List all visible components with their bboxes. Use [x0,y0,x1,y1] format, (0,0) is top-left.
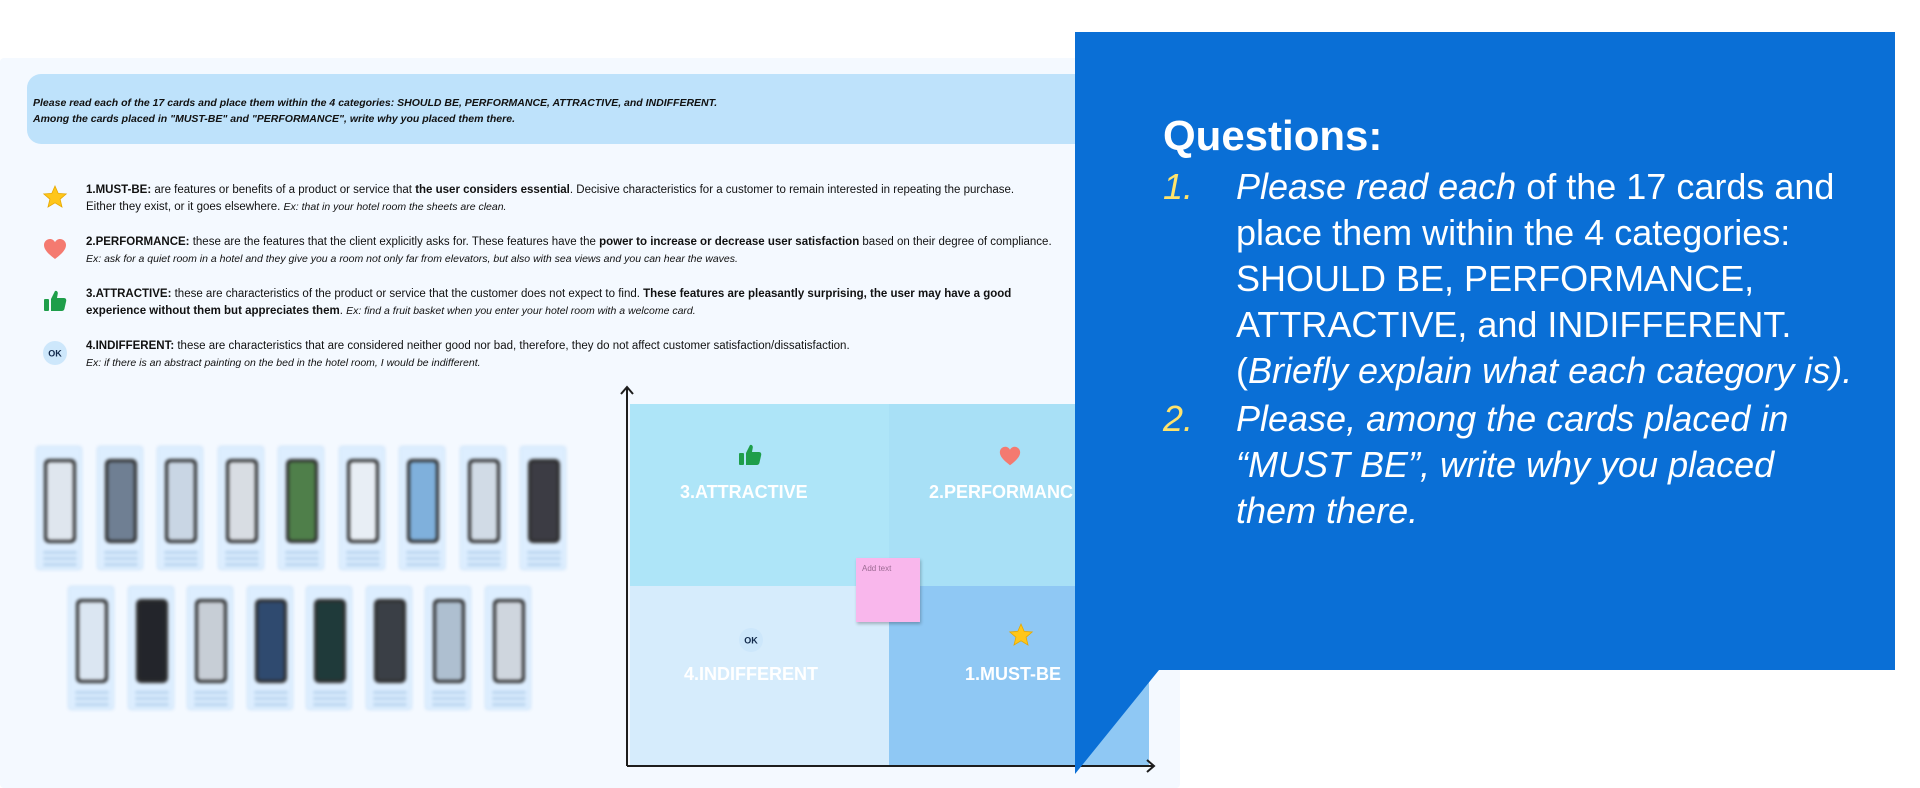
question-number: 2. [1163,398,1194,439]
card-caption [467,557,501,560]
card-caption [75,703,109,706]
definition-line [86,182,1106,199]
quadrant-label-indifferent: 4.INDIFFERENT [684,664,819,684]
card-caption [373,691,407,694]
card-caption [254,697,288,700]
definition-indifferent [42,338,1082,378]
card-phone-image [493,599,525,683]
card-caption [406,557,440,560]
card-caption [194,703,228,706]
definition-line [86,355,1106,372]
quadrant-label-attractive: 3.ATTRACTIVE [680,482,808,502]
card-phone-image [195,599,227,683]
question-text: of the 17 cards and place them within the 4 categories: SHOULD BE, PERFORMANCE, ATTRACTIVE, and INDIFFERENT. ( [1236,166,1835,391]
card-phone-screen [496,602,522,680]
card-caption [135,691,169,694]
kano-card[interactable] [460,446,506,570]
card-phone-screen [289,462,315,540]
card-caption [346,563,380,566]
question-text: Please, among the cards placed in “MUST BE”, write why you placed them there. [1236,398,1789,531]
heart-icon [42,236,68,262]
card-phone-screen [229,462,255,540]
card-caption [75,697,109,700]
card-caption [313,703,347,706]
card-phone-screen [471,462,497,540]
question-item-2 [1163,396,1863,534]
card-phone-image [286,459,318,543]
card-caption [285,563,319,566]
card-phone-screen [139,602,165,680]
kano-card[interactable] [339,446,385,570]
definition-emphasis: power to increase or decrease user satisfaction [599,236,860,248]
card-caption [254,691,288,694]
card-caption [194,697,228,700]
ok-icon-text: OK [48,348,62,359]
definition-body: these are characteristics that are considered neither good nor bad, therefore, they do not affect customer satisfaction/dissatisfaction. [174,340,850,352]
kano-card[interactable] [366,586,412,710]
questions-title: Questions: [1163,112,1383,159]
question-number: 1. [1163,166,1194,207]
definition-line [86,199,1106,216]
definition-text [86,338,1106,372]
definition-body: . Decisive characteristics for a customer to remain interested in repeating the purchase. [569,184,1015,196]
definition-title: 1.MUST-BE: [86,184,152,196]
kano-card[interactable] [128,586,174,710]
kano-card[interactable] [399,446,445,570]
definition-emphasis: the user considers essential [415,184,570,196]
card-caption [432,703,466,706]
question-italic-lead: Please read each [1236,166,1517,207]
card-caption [467,563,501,566]
kano-card[interactable] [187,586,233,710]
kano-card[interactable] [97,446,143,570]
card-caption [492,691,526,694]
card-caption [527,557,561,560]
definition-title: 4.INDIFFERENT: [86,340,175,352]
kano-card[interactable] [306,586,352,710]
card-caption [43,563,77,566]
card-phone-image [165,459,197,543]
card-caption [432,697,466,700]
card-phone-screen [377,602,403,680]
card-phone-image [347,459,379,543]
definition-example: Ex: find a fruit basket when you enter your hotel room with a welcome card. [346,305,696,317]
card-caption [285,557,319,560]
card-caption [467,551,501,554]
card-caption [285,551,319,554]
questions-content [1163,112,1863,536]
question-item-1 [1163,164,1863,394]
card-phone-screen [350,462,376,540]
quadrant-label-performance: 2.PERFORMANC [929,482,1074,502]
kano-card[interactable] [157,446,203,570]
kano-card[interactable] [68,586,114,710]
kano-card[interactable] [247,586,293,710]
kano-card[interactable] [218,446,264,570]
card-caption [104,551,138,554]
card-caption [527,551,561,554]
definition-example: Ex: that in your hotel room the sheets are clean. [283,201,507,213]
definition-emphasis: experience without them but appreciates them [86,305,340,317]
card-caption [406,563,440,566]
card-caption [492,703,526,706]
instructions-line-1: Please read each of the 17 cards and place them within the 4 categories: SHOULD BE, PERFORMANCE, ATTRACTIVE, and INDIFFERENT. [33,97,718,109]
card-phone-screen [317,602,343,680]
definition-body: are features or benefits of a product or service that [151,184,416,196]
card-caption [313,697,347,700]
definition-text [86,182,1106,216]
definition-emphasis: These features are pleasantly surprising, the user may have a good [643,288,1012,300]
definition-must-be [42,182,1082,222]
definition-body: . [339,305,347,317]
card-phone-screen [168,462,194,540]
definition-body: these are the features that the client explicitly asks for. These features have the [189,236,600,248]
ok-icon [42,340,68,366]
definition-body: based on their degree of compliance. [859,236,1052,248]
definition-line [86,286,1106,303]
card-phone-image [374,599,406,683]
card-phone-image [255,599,287,683]
definition-line [86,303,1106,320]
card-phone-image [468,459,500,543]
sticky-note-text: Add text [862,564,892,573]
ok-icon-text: OK [744,635,758,646]
card-caption [527,563,561,566]
definition-text [86,286,1106,320]
card-caption [164,551,198,554]
card-phone-image [226,459,258,543]
kano-card[interactable] [36,446,82,570]
card-caption [104,563,138,566]
card-caption [346,551,380,554]
kano-card[interactable] [485,586,531,710]
card-caption [164,557,198,560]
card-caption [254,703,288,706]
card-caption [75,691,109,694]
card-caption [43,551,77,554]
card-phone-image [44,459,76,543]
card-phone-screen [436,602,462,680]
card-phone-screen [47,462,73,540]
card-caption [373,703,407,706]
card-phone-image [105,459,137,543]
thumbs-up-icon [42,288,68,314]
card-phone-image [528,459,560,543]
card-phone-screen [258,602,284,680]
kano-card[interactable] [278,446,324,570]
card-caption [104,557,138,560]
definition-title: 2.PERFORMANCE: [86,236,190,248]
definition-line [86,234,1106,251]
definition-example: Ex: if there is an abstract painting on the bed in the hotel room, I would be indifferent. [86,357,481,369]
card-phone-screen [531,462,557,540]
card-phone-image [76,599,108,683]
star-icon [42,184,68,210]
card-caption [406,551,440,554]
card-caption [225,563,259,566]
definition-body: Either they exist, or it goes elsewhere. [86,201,284,213]
card-caption [194,691,228,694]
definition-performance [42,234,1082,274]
card-caption [432,691,466,694]
definition-body: these are characteristics of the product or service that the customer does not expect to find. [171,288,644,300]
card-phone-image [136,599,168,683]
quadrant-label-must-be: 1.MUST-BE [965,664,1062,684]
card-caption [164,563,198,566]
card-cluster [36,446,584,714]
definition-text [86,234,1106,268]
kano-card[interactable] [520,446,566,570]
definition-example: Ex: ask for a quiet room in a hotel and they give you a room not only far from elevators, but also with sea views and you can hear the waves. [86,253,738,265]
card-phone-screen [79,602,105,680]
card-caption [225,557,259,560]
card-caption [313,691,347,694]
instructions-banner [27,74,1147,144]
definition-attractive [42,286,1082,326]
card-phone-screen [410,462,436,540]
card-caption [135,703,169,706]
card-caption [43,557,77,560]
card-caption [373,697,407,700]
question-italic-tail: Briefly explain what each category is). [1248,350,1853,391]
card-phone-image [407,459,439,543]
instructions-line-2: Among the cards placed in "MUST-BE" and "PERFORMANCE", write why you placed them there. [33,113,515,125]
card-caption [135,697,169,700]
card-phone-image [314,599,346,683]
questions-callout [1075,32,1895,774]
card-caption [346,557,380,560]
card-phone-screen [108,462,134,540]
card-phone-screen [198,602,224,680]
card-caption [492,697,526,700]
definition-title: 3.ATTRACTIVE: [86,288,172,300]
card-caption [225,551,259,554]
kano-card[interactable] [425,586,471,710]
definition-line [86,338,1106,355]
card-phone-image [433,599,465,683]
definition-line [86,251,1106,268]
